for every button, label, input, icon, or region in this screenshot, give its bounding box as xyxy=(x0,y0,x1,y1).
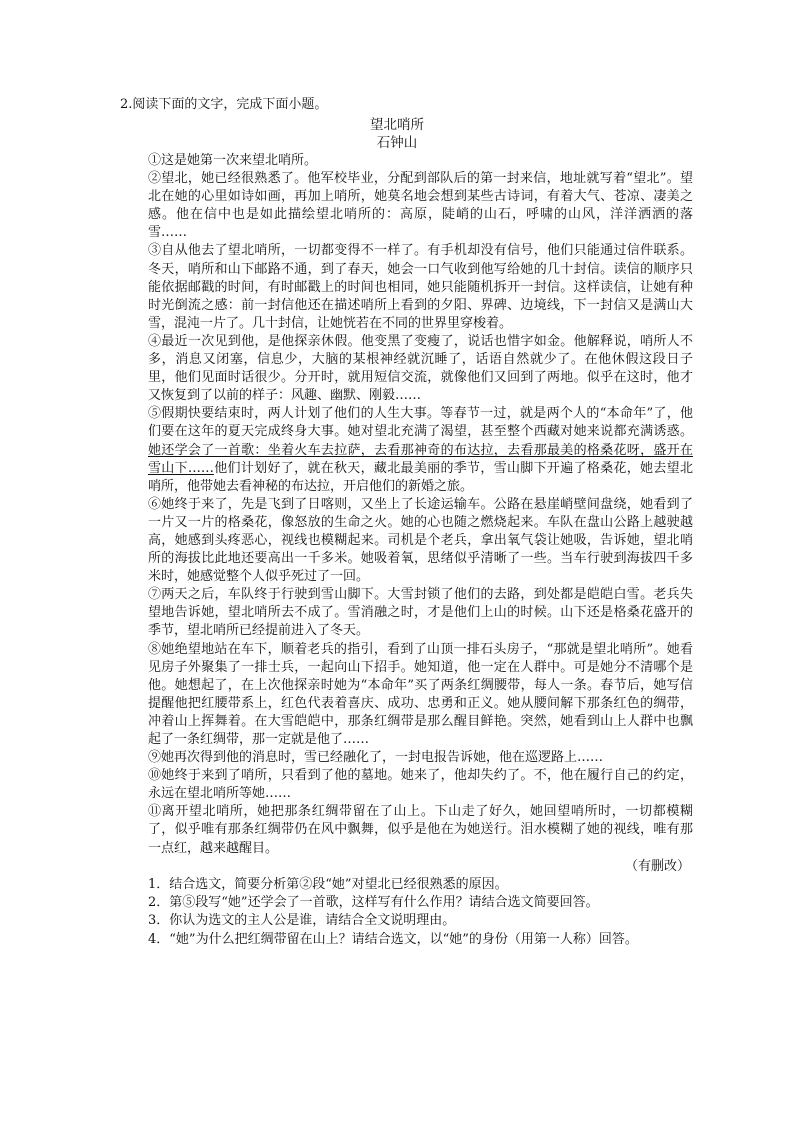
paragraph-8: ⑧她绝望地站在车下，顺着老兵的指引，看到了山顶一排石头房子，“那就是望北哨所”。她看见房子外聚集了一排士兵，一起向山下招手。她知道，他一定在人群中。可是她分不清哪个是他。她想起了，在上次他探亲时她为“本命年”买了两条红绸腰带，每人一条。春节后，她写信提醒他把红腰带系上，红色代表着喜庆、成功、忠勇和正义。她从腰间解下那条红色的绸带，冲着山上挥舞着。在大雪皑皑中，那条红绸带是那么醒目鲜艳。突然，她看到山上人群中也飘起了一条红绸带，那一定就是他了…… xyxy=(148,641,693,747)
question-list xyxy=(148,876,708,949)
paragraph-5-underlined-song: 她还学会了一首歌：坐着火车去拉萨，去看那神奇的布达拉，去看那最美的格桑花呀，盛开在雪山下…… xyxy=(148,442,693,476)
paragraph-4: ④最近一次见到他，是他探亲休假。他变黑了变瘦了，说话也惜字如金。他解释说，哨所人不多，消息又闭塞，信息少，大脑的某根神经就沉睡了，话语自然就少了。在他休假这段日子里，他们见面时话很少。分开时，就用短信交流，就像他们又回到了两地。似乎在这时，他才又恢复到了以前的样子：风趣、幽默、刚毅…… xyxy=(148,333,693,404)
paragraph-1: ①这是她第一次来望北哨所。 xyxy=(148,153,318,168)
source-note: （有删改） xyxy=(624,859,690,874)
paragraph-3: ③自从他去了望北哨所，一切都变得不一样了。有手机却没有信号，他们只能通过信件联系。冬天，哨所和山下邮路不通，到了春天，她会一口气收到他写给她的几十封信。读信的顺序只能依据邮戳的时间，有时邮戳上的时间也相同，她只能随机拆开一封信。这样读信，让她有种时光倒流之感：前一封信他还在描述哨所上看到的夕阳、界碑、边境线，下一封信又是满山大雪，混沌一片了。几十封信，让她恍若在不同的世界里穿梭着。 xyxy=(148,243,693,331)
question-item-4: 4．“她”为什么把红绸带留在山上？请结合选文，以“她”的身份（用第一人称）回答。 xyxy=(148,931,638,947)
article-author: 石钟山 xyxy=(376,135,418,151)
paragraph-5-intro: ⑤假期快要结束时，两人计划了他们的人生大事。等春节一过，就是两个人的“本命年”了，他们要在这年的夏天完成终身大事。她对望北充满了渴望，甚至整个西藏对她来说都充满诱惑。 xyxy=(148,406,693,440)
paragraph-9: ⑨她再次得到他的消息时，雪已经融化了，一封电报告诉她，他在巡逻路上…… xyxy=(148,750,604,766)
question-item-2: 2．第⑤段写“她”还学会了一首歌，这样写有什么作用？请结合选文简要回答。 xyxy=(148,895,599,911)
paragraph-5-rest: 他们计划好了，就在秋天，藏北最美丽的季节，雪山脚下开遍了格桑花，她去望北哨所，他带她去看神秘的布达拉，开启他们的新婚之旅。 xyxy=(148,460,693,494)
question-item-1: 1．结合选文，简要分析第②段“她”对望北已经很熟悉的原因。 xyxy=(148,877,508,892)
article-title: 望北哨所 xyxy=(370,117,424,133)
paragraph-2: ②望北，她已经很熟悉了。他军校毕业，分配到部队后的第一封来信，地址就写着“望北”。望北在她的心里如诗如画，再加上哨所，她莫名地会想到某些古诗词，有着大气、苍凉、凄美之感。他在信中也是如此描绘望北哨所的：高原，陡峭的山石，呼啸的山风，洋洋洒洒的落雪…… xyxy=(148,171,693,241)
paragraph-6: ⑥她终于来了，先是飞到了日喀则，又坐上了长途运输车。公路在悬崖峭壁间盘绕，她看到了一片又一片的格桑花，像怒放的生命之火。她的心也随之燃烧起来。车队在盘山公路上越驶越高，她感到头疼恶心，视线也模糊起来。司机是个老兵，拿出氧气袋让她吸，告诉她，望北哨所的海拔比此地还要高出一千多米。她吸着氧，思绪似乎清晰了一些。当车行驶到海拔四千多米时，她感觉整个人似乎死过了一回。 xyxy=(148,496,693,585)
paragraph-5 xyxy=(148,405,693,495)
article-body xyxy=(148,152,693,858)
paragraph-7: ⑦两天之后，车队终于行驶到雪山脚下。大雪封锁了他们的去路，到处都是皑皑白雪。老兵失望地告诉她，望北哨所去不成了。雪消融之时，才是他们上山的时候。山下还是格桑花盛开的季节，望北哨所已经提前进入了冬天。 xyxy=(148,587,693,639)
paragraph-11: ⑪离开望北哨所，她把那条红绸带留在了山上。下山走了好久，她回望哨所时，一切都模糊了，似乎唯有那条红绸带仍在风中飘舞，似乎是他在为她送行。泪水模糊了她的视线，唯有那一点红，越来越醒目。 xyxy=(148,804,693,856)
question-item-3: 3．你认为选文的主人公是谁，请结合全文说明理由。 xyxy=(148,913,456,929)
paragraph-10: ⑩她终于来到了哨所，只看到了他的墓地。她来了，他却失约了。不，他在履行自己的约定，永远在望北哨所等她…… xyxy=(148,768,693,802)
question-heading: 2.阅读下面的文字，完成下面小题。 xyxy=(120,97,328,112)
